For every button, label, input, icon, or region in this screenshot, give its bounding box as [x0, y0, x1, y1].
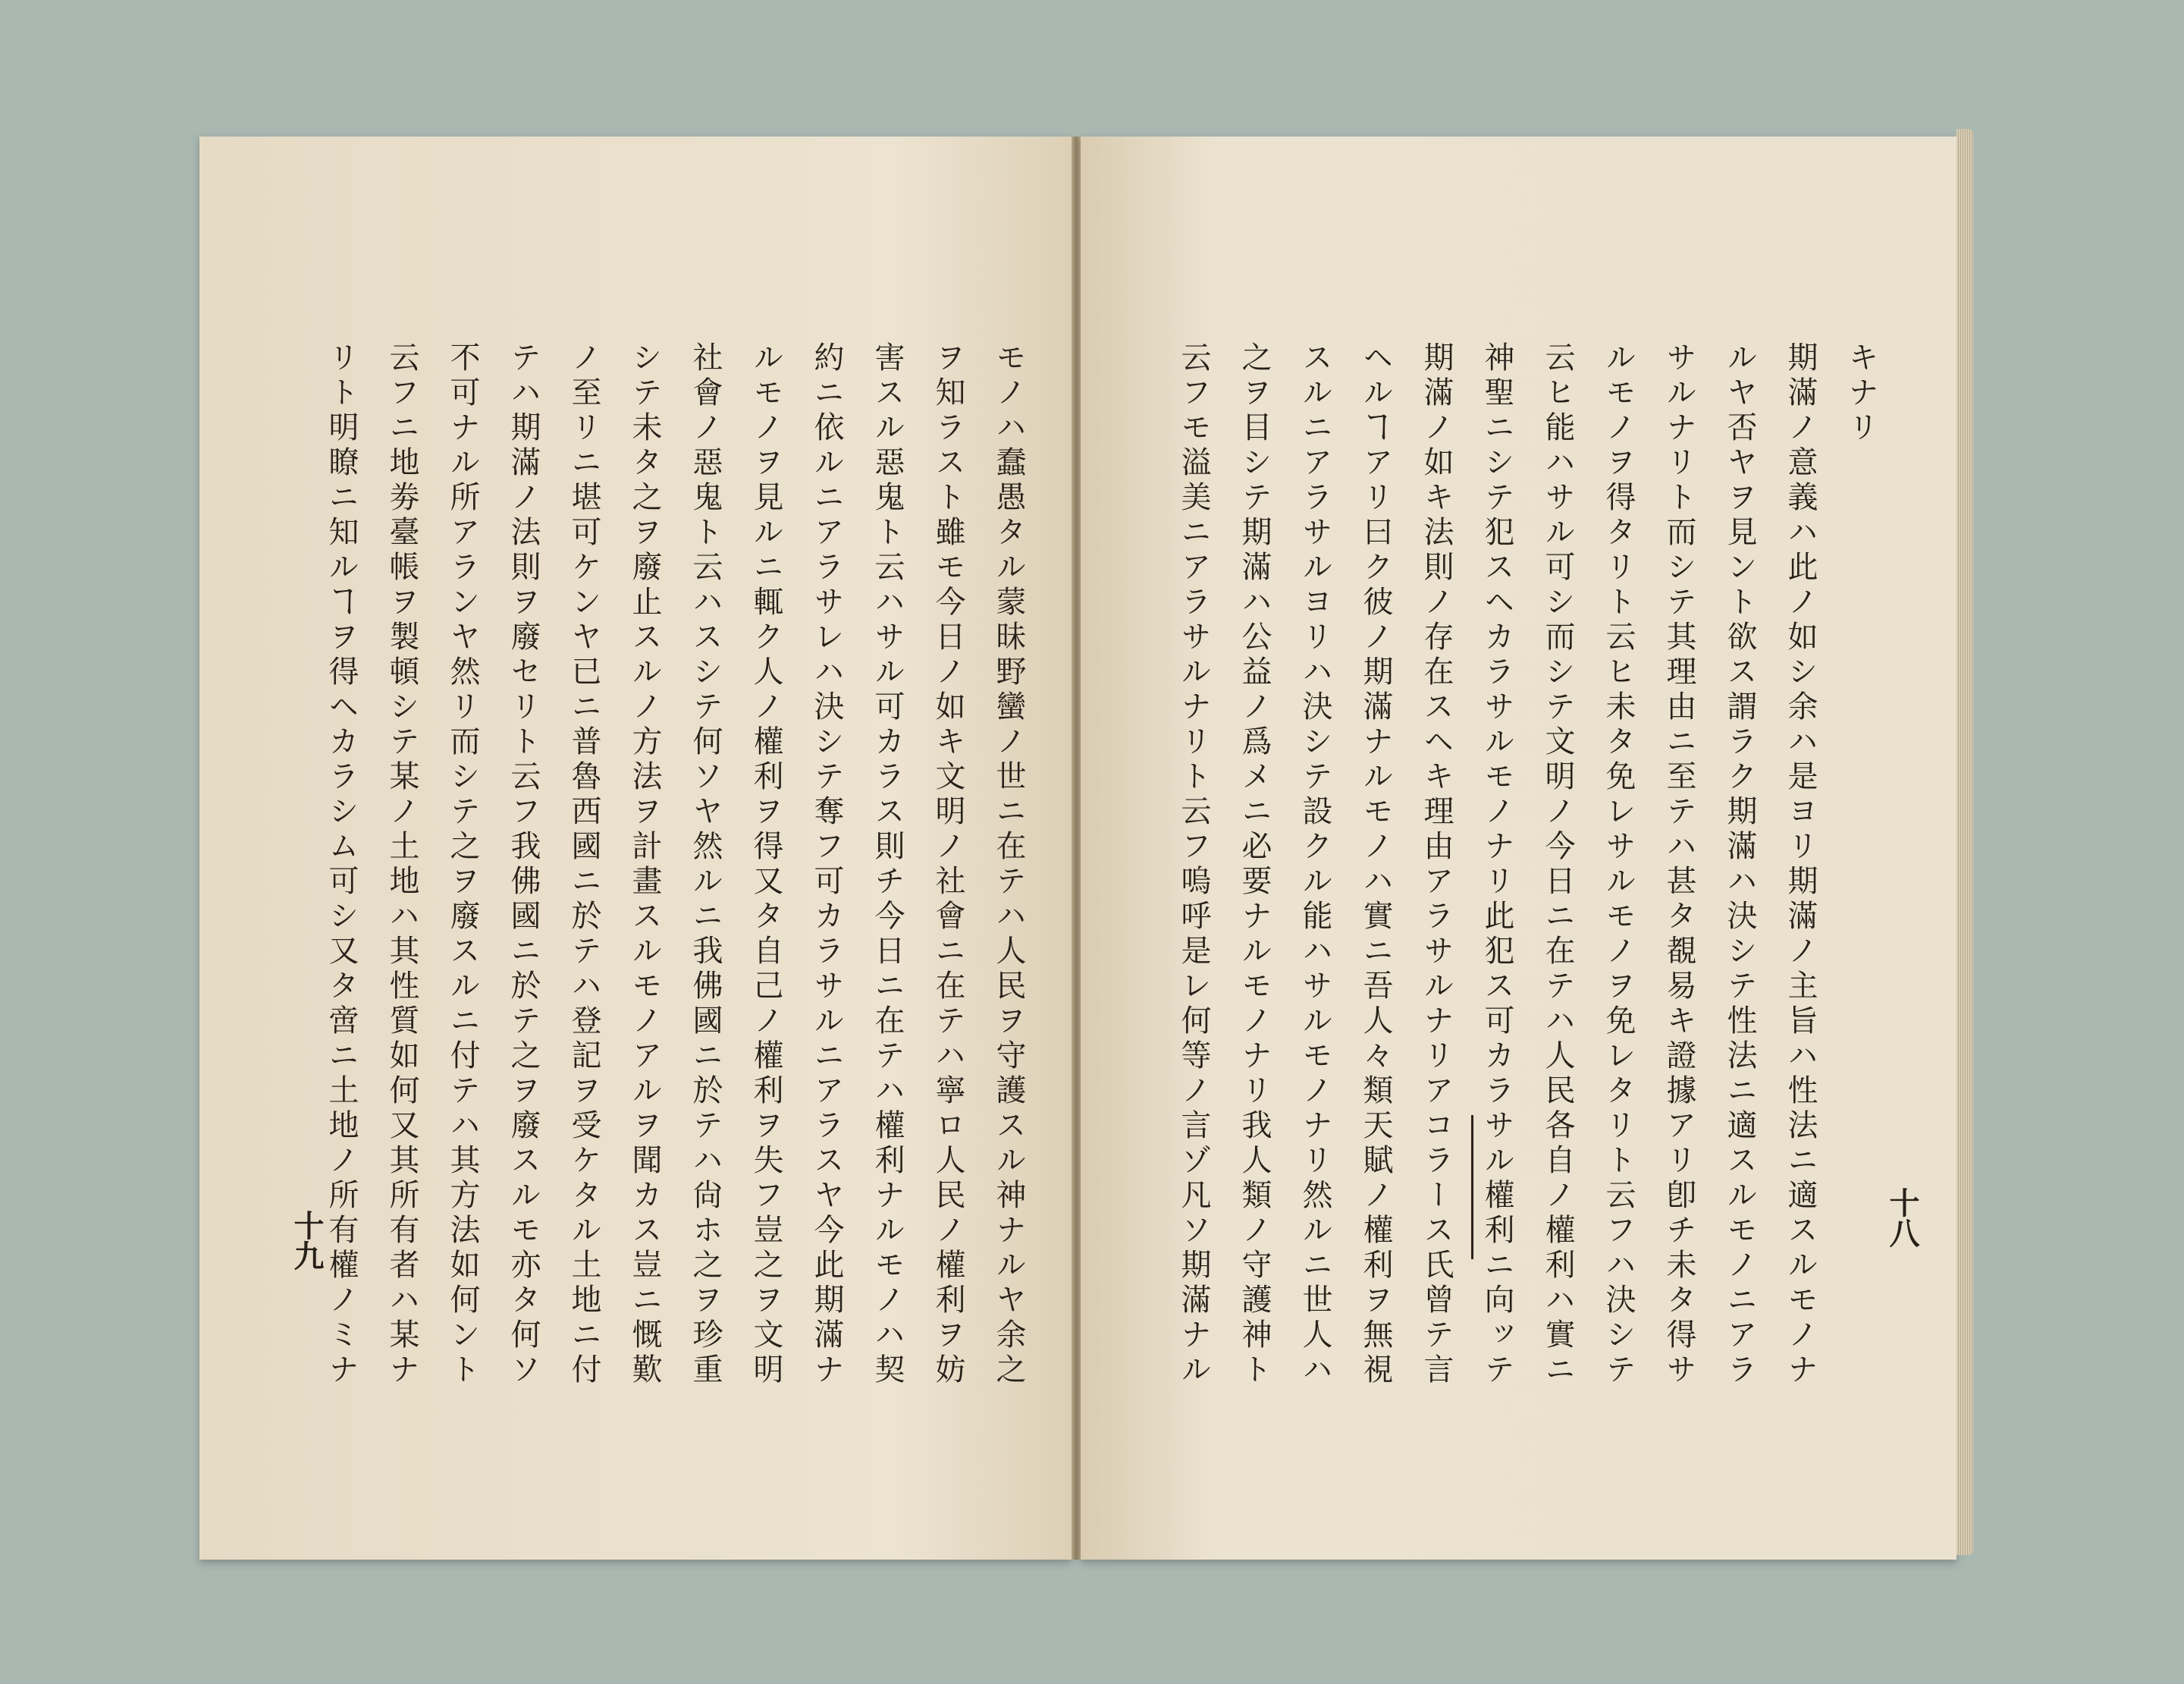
right-col-8: 期滿ノ如キ法則ノ存在スヘキ理由アラサルナリアコラース氏曾テ言	[1419, 341, 1454, 1388]
left-col-4: 約ニ依ルニアラサレハ決シテ奪フ可カラサルニアラスヤ今此期滿ナ	[809, 341, 844, 1388]
right-col-5: ルモノヲ得タリト云ヒ未タ免レサルモノヲ免レタリト云フハ決シテ	[1601, 341, 1636, 1388]
left-page	[199, 137, 1072, 1560]
left-col-8: ノ至リニ堪可ケンヤ已ニ普魯西國ニ於テハ登記ヲ受ケタル土地ニ付	[566, 341, 601, 1388]
left-col-1: モノハ蠢愚タル蒙昧野蠻ノ世ニ在テハ人民ヲ守護スル神ナルヤ余之	[991, 341, 1026, 1388]
left-col-9: テハ期滿ノ法則ヲ廢セリト云フ我佛國ニ於テ之ヲ廢スルモ亦タ何ソ	[506, 341, 541, 1388]
left-col-12: リト明瞭ニ知ルヿヲ得ヘカラシム可シ又タ啻ニ土地ノ所有權ノミナ	[324, 341, 359, 1388]
left-col-10: 不可ナル所アランヤ然リ而シテ之ヲ廢スルニ付テハ其方法如何ント	[445, 341, 480, 1388]
right-col-1: キナリ	[1844, 341, 1878, 446]
left-page-number: 十九	[289, 1210, 325, 1271]
left-col-6: 社會ノ惡鬼ト云ハスシテ何ソヤ然ルニ我佛國ニ於テハ尙ホ之ヲ珍重	[688, 341, 723, 1388]
left-col-5: ルモノヲ見ルニ輒ク人ノ權利ヲ得又タ自己ノ權利ヲ失フ豈之ヲ文明	[748, 341, 783, 1388]
left-col-2: ヲ知ラスト雖モ今日ノ如キ文明ノ社會ニ在テハ寧ロ人民ノ權利ヲ妨	[930, 341, 965, 1388]
right-col-4: サルナリト而シテ其理由ニ至テハ甚タ覩易キ證據アリ卽チ未タ得サ	[1662, 341, 1696, 1388]
book-spine	[1072, 137, 1081, 1560]
left-col-3: 害スル惡鬼ト云ハサル可カラス則チ今日ニ在テハ權利ナルモノハ契	[870, 341, 905, 1388]
right-col-10: スルニアラサルヨリハ決シテ設クル能ハサルモノナリ然ルニ世人ハ	[1298, 341, 1332, 1388]
right-page-number: 十八	[1884, 1187, 1920, 1248]
right-col-7: 神聖ニシテ犯スヘカラサルモノナリ此犯ス可カラサル權利ニ向ッテ	[1480, 341, 1514, 1388]
left-col-7: シテ未タ之ヲ廢止スルノ方法ヲ計畫スルモノアルヲ聞カス豈ニ慨歎	[627, 341, 662, 1388]
open-book	[193, 127, 1982, 1569]
right-col-3: ルヤ否ヤヲ見ント欲ス謂ラク期滿ハ決シテ性法ニ適スルモノニアラ	[1722, 341, 1757, 1388]
right-col-6: 云ヒ能ハサル可シ而シテ文明ノ今日ニ在テハ人民各自ノ權利ハ實ニ	[1540, 341, 1575, 1388]
right-col-11: 之ヲ目シテ期滿ハ公益ノ爲メニ必要ナルモノナリ我人類ノ守護神ト	[1237, 341, 1272, 1388]
page-edges	[1956, 129, 1973, 1555]
left-col-11: 云フニ地劵臺帳ヲ製頓シテ某ノ土地ハ其性質如何又其所有者ハ某ナ	[384, 341, 419, 1388]
right-col-2: 期滿ノ意義ハ此ノ如シ余ハ是ヨリ期滿ノ主旨ハ性法ニ適スルモノナ	[1783, 341, 1818, 1388]
right-col-12: 云フモ溢美ニアラサルナリト云フ嗚呼是レ何等ノ言ゾ凡ソ期滿ナル	[1176, 341, 1211, 1388]
name-side-line	[1471, 1115, 1473, 1259]
right-page	[1081, 137, 1956, 1560]
right-col-9: ヘルヿアリ曰ク彼ノ期滿ナルモノハ實ニ吾人々類天賦ノ權利ヲ無視	[1358, 341, 1393, 1388]
